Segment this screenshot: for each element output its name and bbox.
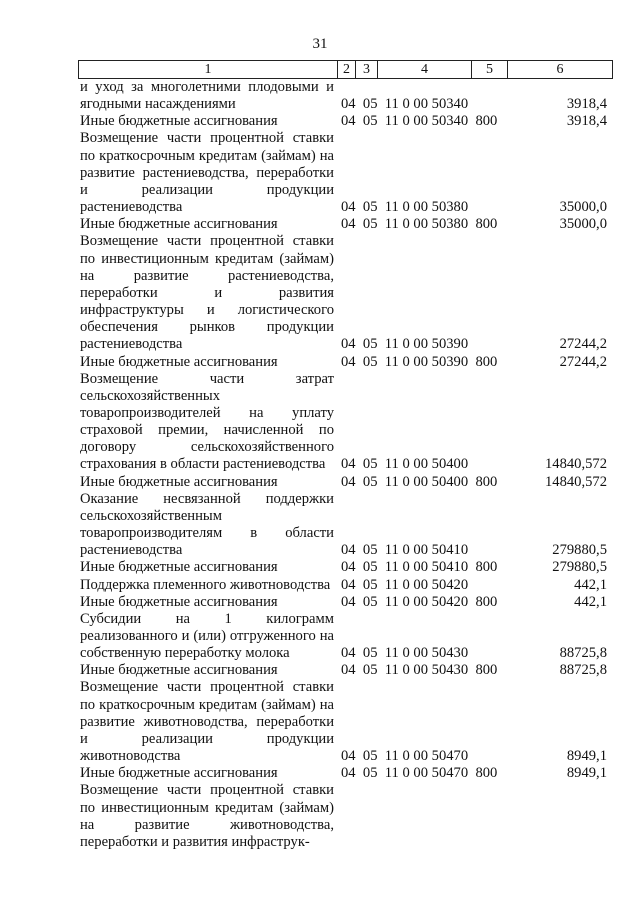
row-codes: 04 05 11 0 00 50410 800 <box>341 559 498 576</box>
row-codes: 04 05 11 0 00 50470 800 <box>341 765 498 782</box>
row-value: 14840,572 <box>544 473 607 490</box>
table-row <box>0 662 640 679</box>
row-value: 35000,0 <box>559 199 607 216</box>
table-row <box>0 216 640 233</box>
row-description: Иные бюджетные ассигнования <box>80 559 278 576</box>
row-description: Иные бюджетные ассигнования <box>80 765 278 782</box>
table-row <box>0 559 640 576</box>
row-codes: 04 05 11 0 00 50390 <box>341 336 469 353</box>
row-value: 88725,8 <box>559 662 607 679</box>
row-value: 27244,2 <box>559 336 607 353</box>
table-row <box>0 233 640 353</box>
table-row <box>0 371 640 474</box>
row-description: Иные бюджетные ассигнования <box>80 353 278 370</box>
table-row <box>0 113 640 130</box>
row-description: Оказание несвязанной поддержки сельскохозяйственным товаропроизводителям в области растениеводства <box>80 490 334 559</box>
column-header-2: 2 <box>338 61 356 79</box>
row-description: Субсидии на 1 килограмм реализованного и (или) отгруженного на собственную переработку молока <box>80 610 334 662</box>
row-description: Иные бюджетные ассигнования <box>80 113 278 130</box>
row-codes: 04 05 11 0 00 50380 800 <box>341 216 498 233</box>
column-header-4: 4 <box>378 61 472 79</box>
row-codes: 04 05 11 0 00 50380 <box>341 199 469 216</box>
page-number: 31 <box>312 36 328 52</box>
row-description: Возмещение части процентной ставки по краткосрочным кредитам (займам) на развитие животноводства, переработки и реализации продукции животноводства <box>80 679 334 765</box>
table-row <box>0 491 640 560</box>
row-value: 14840,572 <box>544 456 607 473</box>
table-row <box>0 474 640 491</box>
table-row <box>0 611 640 662</box>
row-description: Иные бюджетные ассигнования <box>80 473 278 490</box>
row-codes: 04 05 11 0 00 50470 <box>341 748 469 765</box>
row-description: Иные бюджетные ассигнования <box>80 216 278 233</box>
column-header-1: 1 <box>79 61 338 79</box>
table-row <box>0 130 640 216</box>
row-description: Поддержка племенного животноводства <box>80 576 331 593</box>
row-description: Возмещение части процентной ставки по краткосрочным кредитам (займам) на развитие растениеводства, переработки и реализации продукции растениеводства <box>80 130 334 216</box>
row-description: Возмещение части затрат сельскохозяйственных товаропроизводителей на уплату страховой премии, начисленной по договору сельскохозяйственного страхования в области растениеводства <box>80 370 334 473</box>
row-value: 8949,1 <box>566 765 607 782</box>
row-value: 35000,0 <box>559 216 607 233</box>
row-value: 8949,1 <box>566 748 607 765</box>
table-row <box>0 577 640 594</box>
row-codes: 04 05 11 0 00 50400 <box>341 456 469 473</box>
row-description: и уход за многолетними плодовыми и ягодными насаждениями <box>80 79 334 113</box>
row-value: 442,1 <box>574 576 607 593</box>
table-row <box>0 679 640 765</box>
row-codes: 04 05 11 0 00 50340 <box>341 96 469 113</box>
table-row <box>0 594 640 611</box>
row-value: 3918,4 <box>566 113 607 130</box>
row-value: 279880,5 <box>552 542 607 559</box>
row-description: Иные бюджетные ассигнования <box>80 662 278 679</box>
row-codes: 04 05 11 0 00 50420 <box>341 576 469 593</box>
column-header-5: 5 <box>472 61 508 79</box>
budget-table-body <box>0 79 640 851</box>
row-value: 88725,8 <box>559 645 607 662</box>
row-description: Иные бюджетные ассигнования <box>80 593 278 610</box>
row-description: Возмещение части процентной ставки по инвестиционным кредитам (займам) на развитие растениеводства, переработки и развития инфраструктуры и логистического обеспечения рынков продукции растениеводства <box>80 233 334 353</box>
row-codes: 04 05 11 0 00 50400 800 <box>341 473 498 490</box>
row-codes: 04 05 11 0 00 50390 800 <box>341 353 498 370</box>
row-codes: 04 05 11 0 00 50410 <box>341 542 469 559</box>
row-codes: 04 05 11 0 00 50430 <box>341 645 469 662</box>
column-header-6: 6 <box>508 61 613 79</box>
row-description: Возмещение части процентной ставки по инвестиционным кредитам (займам) на развитие животноводства, переработки и развития инфраструк- <box>80 782 334 850</box>
row-value: 27244,2 <box>559 353 607 370</box>
table-row <box>0 354 640 371</box>
column-header-3: 3 <box>356 61 378 79</box>
row-codes: 04 05 11 0 00 50420 800 <box>341 593 498 610</box>
row-codes: 04 05 11 0 00 50340 800 <box>341 113 498 130</box>
row-value: 3918,4 <box>566 96 607 113</box>
table-row <box>0 765 640 782</box>
row-value: 279880,5 <box>552 559 607 576</box>
table-row <box>0 782 640 851</box>
row-codes: 04 05 11 0 00 50430 800 <box>341 662 498 679</box>
row-value: 442,1 <box>574 593 607 610</box>
table-row <box>0 79 640 113</box>
column-header-table <box>78 60 613 79</box>
